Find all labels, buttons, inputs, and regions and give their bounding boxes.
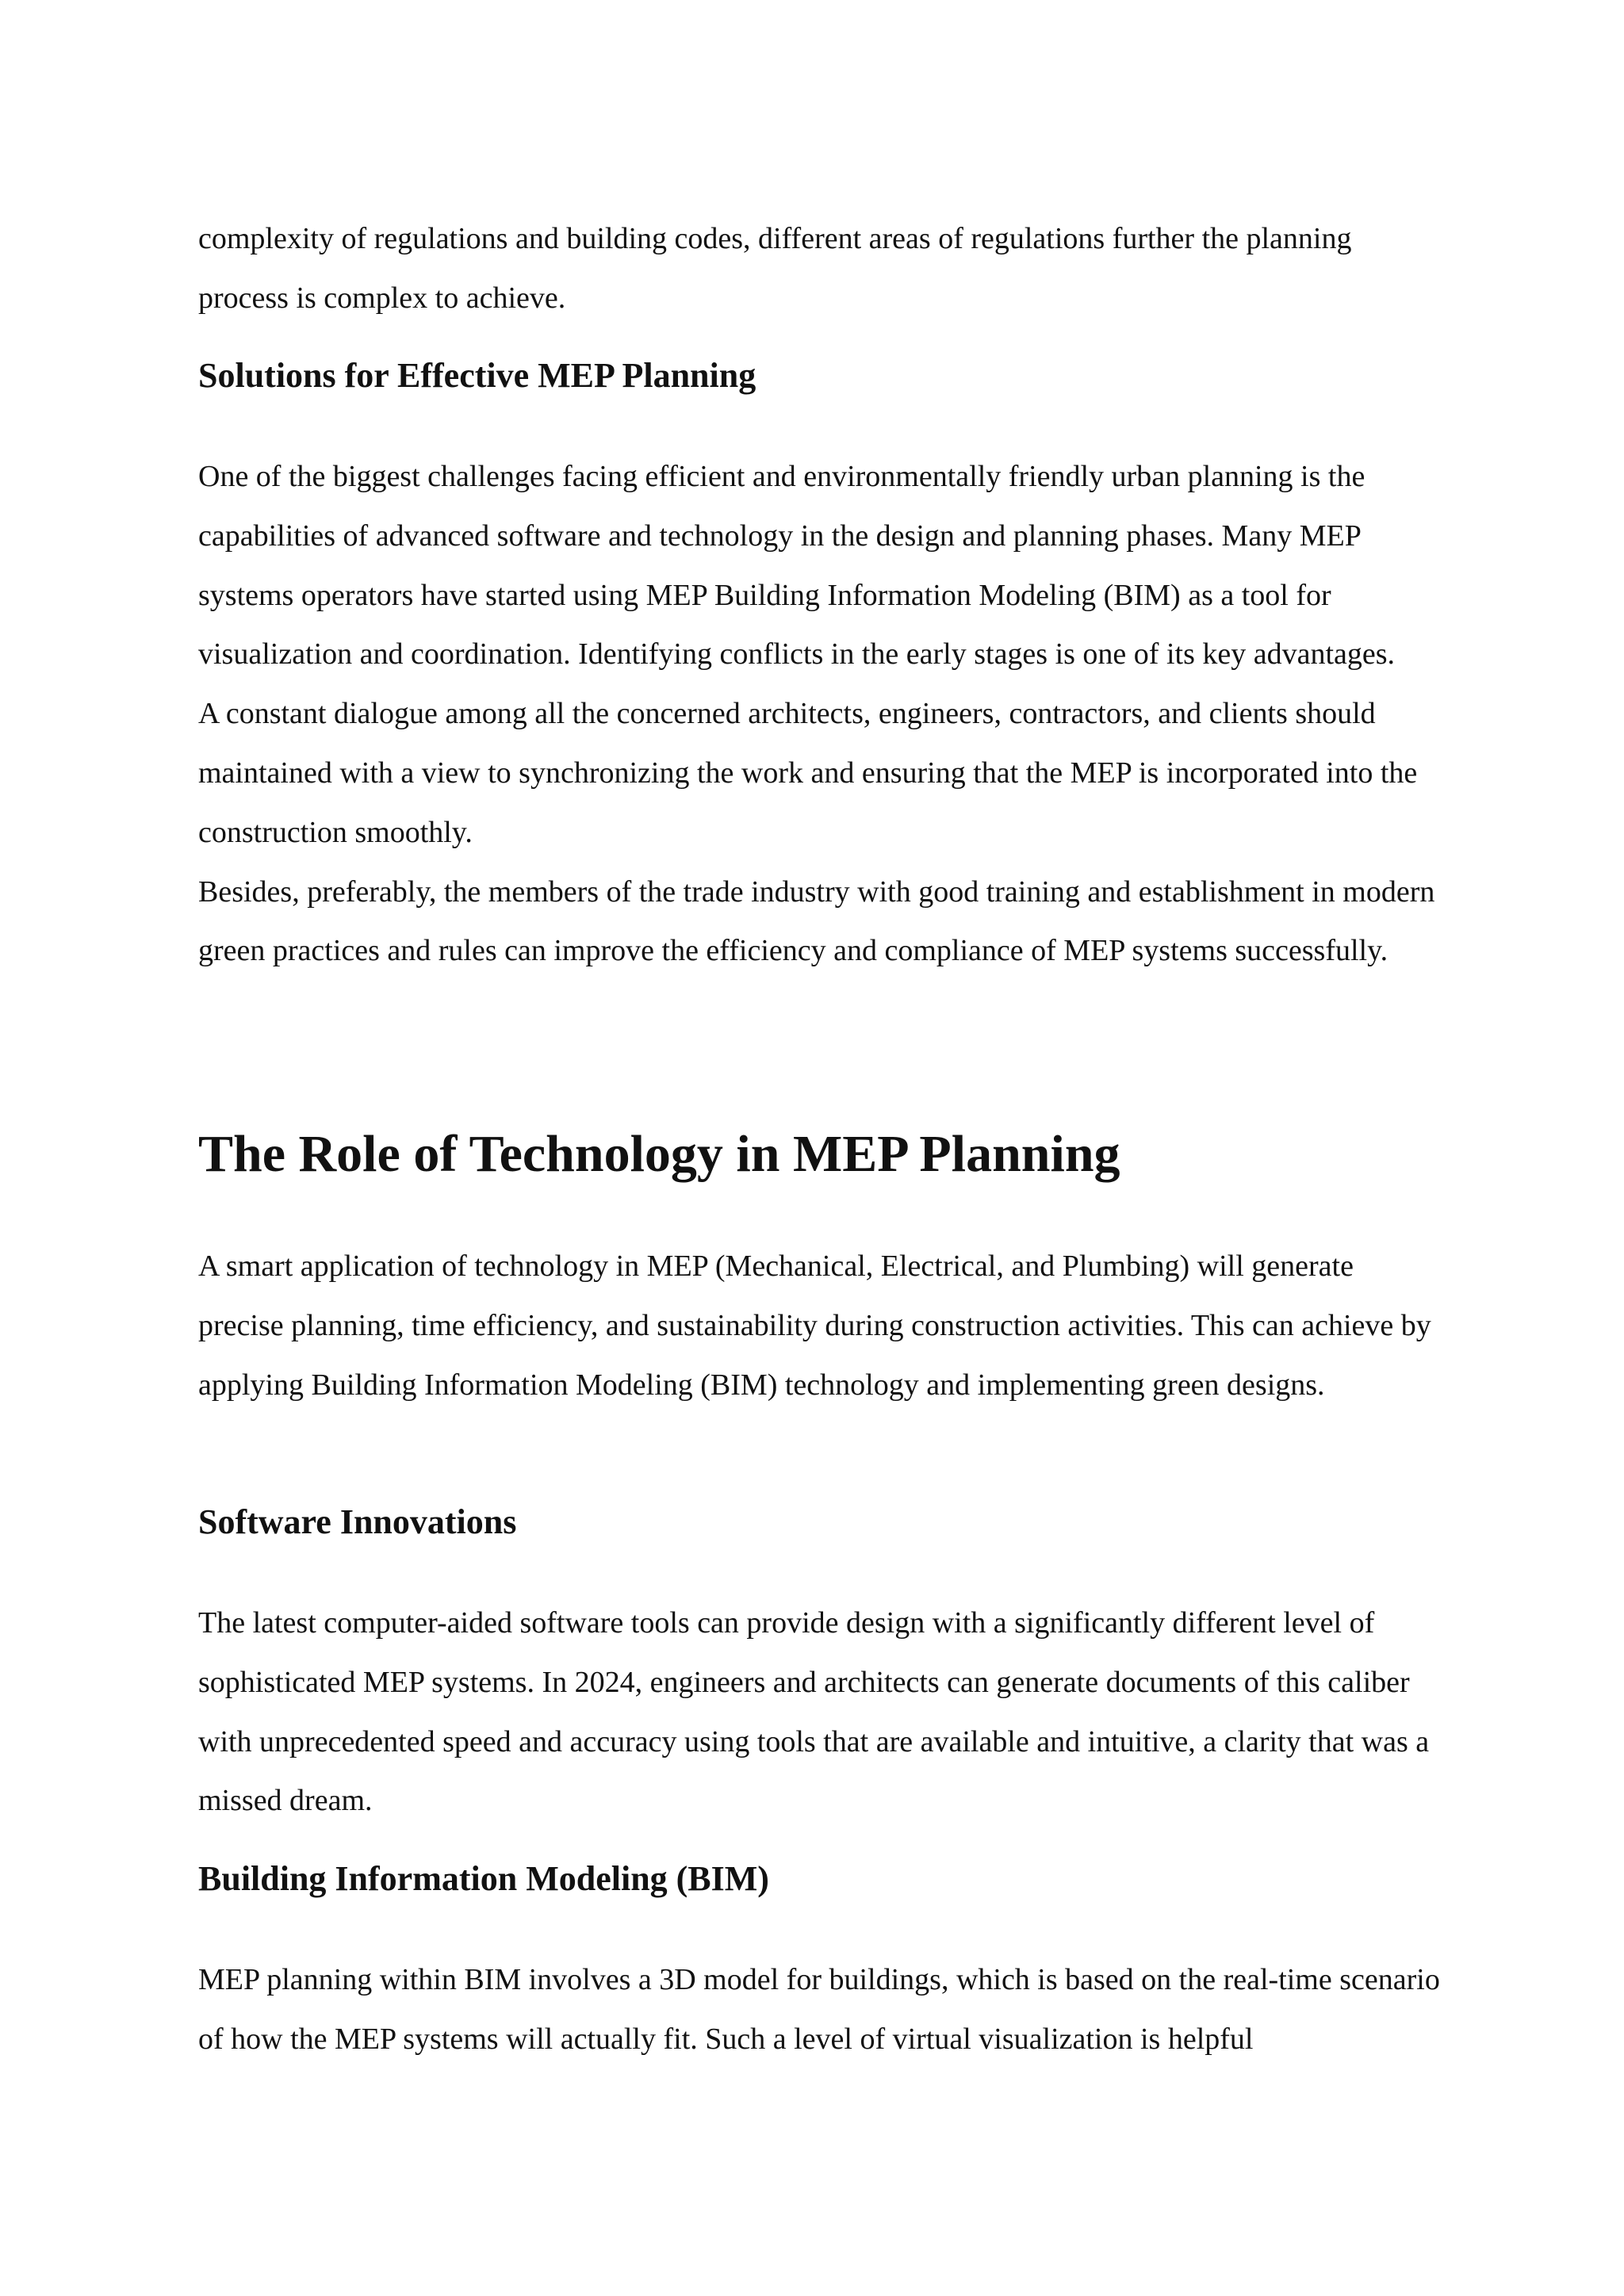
solutions-body — [198, 447, 1443, 981]
heading-solutions-effective-mep-planning: Solutions for Effective MEP Planning — [198, 356, 756, 395]
bim-paragraph: MEP planning within BIM involves a 3D model for buildings, which is based on the real-time scenario of how the MEP systems will actually fit. Such a level of virtual visualization is helpful — [198, 1963, 1440, 2056]
heading-software-innovations: Software Innovations — [198, 1502, 517, 1541]
solutions-paragraph-training: Besides, preferably, the members of the trade industry with good training and establishment in modern green practices and rules can improve the efficiency and compliance of MEP systems successfully. — [198, 874, 1435, 968]
heading-role-of-technology: The Role of Technology in MEP Planning — [198, 1125, 1120, 1183]
heading-building-information-modeling: Building Information Modeling (BIM) — [198, 1859, 769, 1898]
software-paragraph: The latest computer-aided software tools can provide design with a significantly different level of sophisticated MEP systems. In 2024, engineers and architects can generate documents of this caliber with unprecedented speed and accuracy using tools that are available and intuitive, a clarity that was a missed dream. — [198, 1606, 1430, 1818]
technology-paragraph: A smart application of technology in MEP (Mechanical, Electrical, and Plumbing) will generate precise planning, time efficiency, and sustainability during construction activities. This can achieve by applying Building Information Modeling (BIM) technology and implementing green designs. — [198, 1249, 1431, 1402]
solutions-paragraph-bim-tools: One of the biggest challenges facing efficient and environmentally friendly urban planning is the capabilities of advanced software and technology in the design and planning phases. Many MEP systems operators have started using MEP Building Information Modeling (BIM) as a tool for visualization and coordination. Identifying conflicts in the early stages is one of its key advantages. — [198, 460, 1396, 672]
intro-paragraph: complexity of regulations and building codes, different areas of regulations further the planning process is complex to achieve. — [198, 222, 1352, 315]
solutions-paragraph-dialogue: A constant dialogue among all the concerned architects, engineers, contractors, and clients should maintained with a view to synchronizing the work and ensuring that the MEP is incorporated into the construction smoothly. — [198, 697, 1418, 849]
